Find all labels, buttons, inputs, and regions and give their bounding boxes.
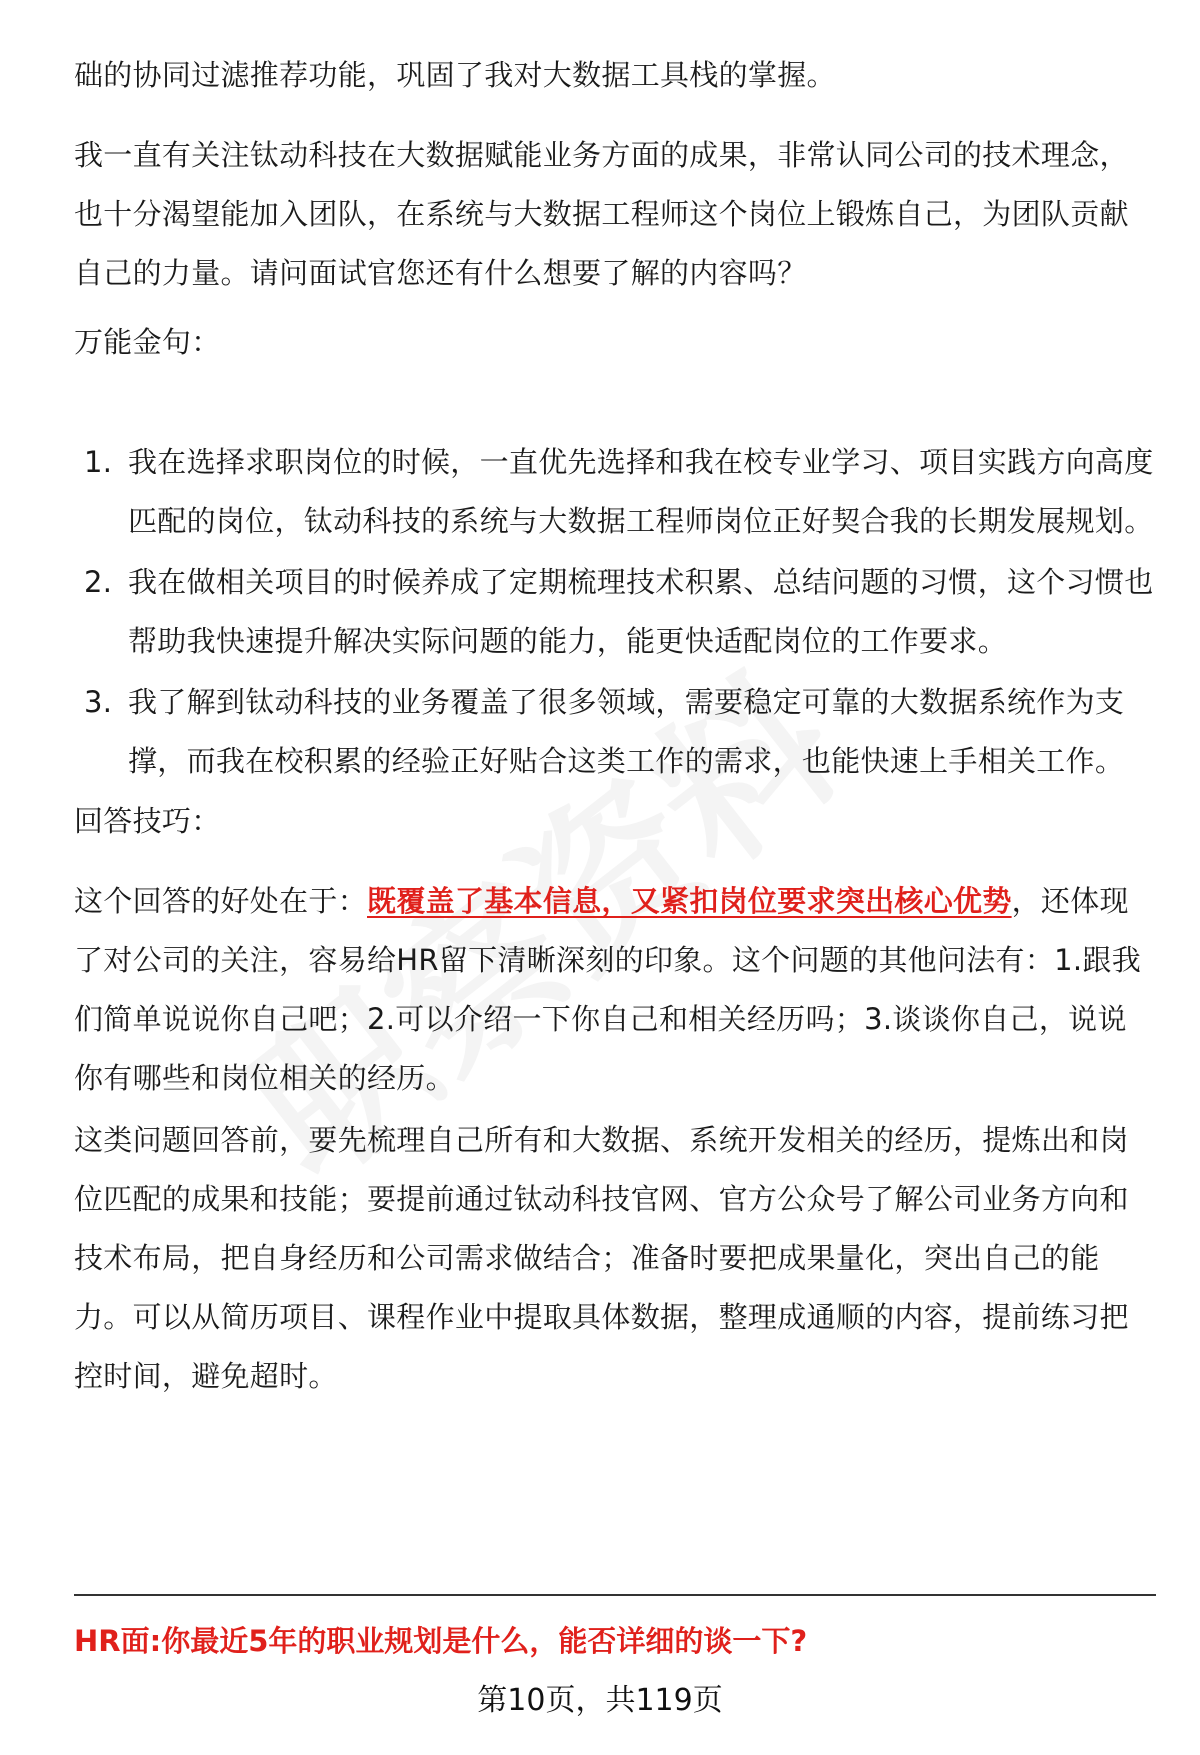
paragraph-answer-benefit — [74, 872, 1154, 1108]
list-item-text: 我在选择求职岗位的时候，一直优先选择和我在校专业学习、项目实践方向高度匹配的岗位，钛动科技的系统与大数据工程师岗位正好契合我的长期发展规划。 — [128, 445, 1154, 538]
list-number: 2. — [84, 565, 113, 599]
list-item-text: 我了解到钛动科技的业务覆盖了很多领域，需要稳定可靠的大数据系统作为支撑，而我在校积累的经验正好贴合这类工作的需求，也能快速上手相关工作。 — [128, 685, 1125, 778]
list-item — [74, 673, 1154, 791]
paragraph-preparation-advice: 这类问题回答前，要先梳理自己所有和大数据、系统开发相关的经历，提炼出和岗位匹配的成果和技能；要提前通过钛动科技官网、官方公众号了解公司业务方向和技术布局，把自身经历和公司需求做结合；准备时要把成果量化，突出自己的能力。可以从简历项目、课程作业中提取具体数据，整理成通顺的内容，提前练习把控时间，避免超时。 — [74, 1123, 1129, 1393]
list-item — [74, 553, 1154, 671]
benefit-intro: 这个回答的好处在于： — [74, 884, 368, 918]
list-number: 1. — [84, 445, 113, 479]
paragraph-continuation: 础的协同过滤推荐功能，巩固了我对大数据工具栈的掌握。 — [74, 58, 836, 92]
benefit-rest: ，还体现了对公司的关注，容易给HR留下清晰深刻的印象。这个问题的其他问法有：1.跟我们简单说说你自己吧；2.可以介绍一下你自己和相关经历吗；3.谈谈你自己，说说你有哪些和岗位相关的经历。 — [74, 884, 1142, 1095]
heading-universal-phrases: 万能金句： — [74, 325, 221, 359]
list-item — [74, 433, 1154, 551]
list-item-text: 我在做相关项目的时候养成了定期梳理技术积累、总结问题的习惯，这个习惯也帮助我快速提升解决实际问题的能力，能更快适配岗位的工作要求。 — [128, 565, 1154, 658]
section-divider — [74, 1594, 1156, 1596]
list-number: 3. — [84, 685, 113, 719]
highlighted-key-point: 既覆盖了基本信息，又紧扣岗位要求突出核心优势 — [367, 884, 1012, 918]
page-footer: 第10页，共119页 — [477, 1683, 723, 1718]
next-question-heading: HR面:你最近5年的职业规划是什么，能否详细的谈一下? — [74, 1624, 808, 1658]
heading-answer-tips: 回答技巧： — [74, 804, 221, 838]
paragraph-interest: 我一直有关注钛动科技在大数据赋能业务方面的成果，非常认同公司的技术理念，也十分渴望能加入团队，在系统与大数据工程师这个岗位上锻炼自己，为团队贡献自己的力量。请问面试官您还有什么想要了解的内容吗？ — [74, 138, 1129, 290]
universal-phrases-list — [74, 433, 1154, 793]
